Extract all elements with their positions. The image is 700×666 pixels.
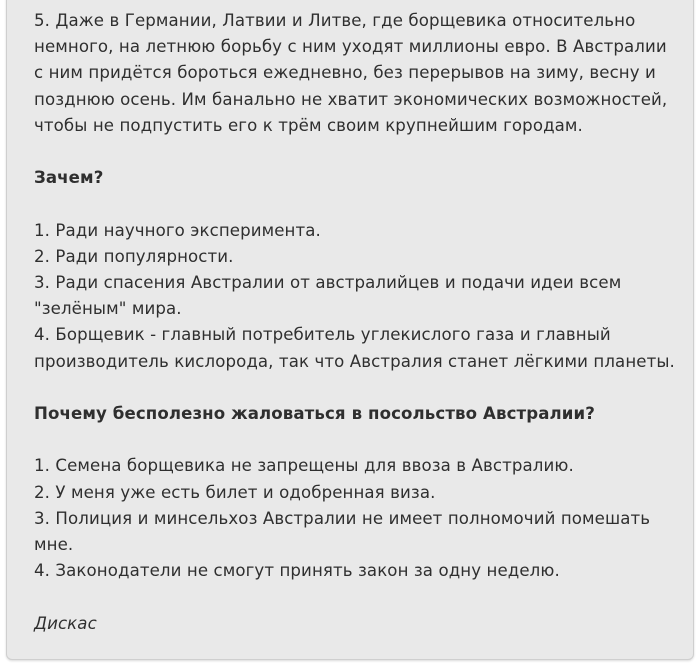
why-list-line: 4. Борщевик - главный потребитель углекислого газа и главный xyxy=(34,325,611,345)
why-list-line: 3. Ради спасения Австралии от австралийцев и подачи идеи всем xyxy=(34,273,622,292)
intro-line: немного, на летнюю борьбу с ним уходят миллионы евро. В Австралии xyxy=(34,37,667,57)
spacer xyxy=(34,191,684,217)
intro-line: с ним придётся бороться ежедневно, без перерывов на зиму, весну и xyxy=(34,63,656,83)
spacer xyxy=(34,139,684,165)
why-list-line: производитель кислорода, так что Австралия станет лёгкими планеты. xyxy=(34,351,675,371)
spacer xyxy=(34,375,684,401)
intro-paragraph xyxy=(34,8,684,139)
intro-line: позднюю осень. Им банально не хватит экономических возможностей, xyxy=(34,89,668,109)
spacer xyxy=(34,584,684,610)
intro-line: 5. Даже в Германии, Латвии и Литве, где борщевика относительно xyxy=(34,11,636,30)
embassy-list-line: мне. xyxy=(34,535,74,554)
author-signature: Дискас xyxy=(34,613,97,633)
intro-line: чтобы не подпустить его к трём своим крупнейшим городам. xyxy=(34,115,583,135)
why-list xyxy=(34,218,684,375)
post-card xyxy=(6,0,694,660)
embassy-list-line: 2. У меня уже есть билет и одобренная виза. xyxy=(34,482,436,502)
why-list-line: 2. Ради популярности. xyxy=(34,246,234,266)
why-list-line: 1. Ради научного эксперимента. xyxy=(34,220,321,240)
embassy-list-line: 1. Семена борщевика не запрещены для ввоза в Австралию. xyxy=(34,456,574,476)
embassy-heading: Почему бесполезно жаловаться в посольство Австралии? xyxy=(34,404,595,423)
why-heading: Зачем? xyxy=(34,168,104,188)
embassy-list-line: 4. Законодатели не смогут принять закон за одну неделю. xyxy=(34,561,560,581)
embassy-list-line: 3. Полиция и минсельхоз Австралии не имеет полномочий помешать xyxy=(34,508,651,528)
why-list-line: "зелёным" мира. xyxy=(34,299,182,319)
spacer xyxy=(34,427,684,453)
embassy-list xyxy=(34,453,684,584)
post-content xyxy=(34,8,684,637)
